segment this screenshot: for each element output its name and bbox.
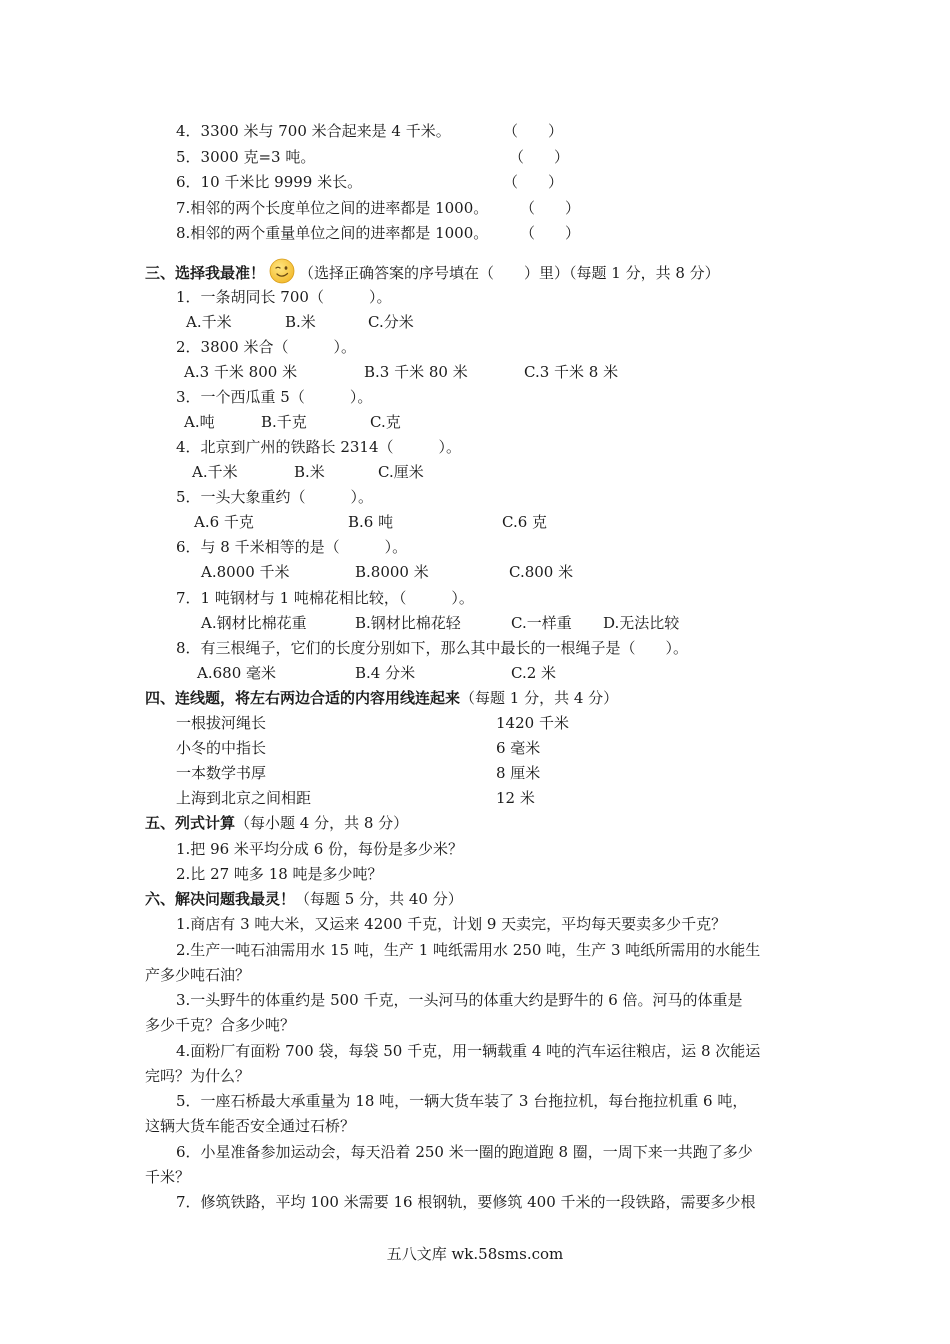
judge-item-4	[176, 121, 451, 141]
choice-option[interactable]: A.吨	[184, 413, 215, 431]
section-3-note: （选择正确答案的序号填在（ ）里）（每题 1 分，共 8 分）	[299, 264, 720, 282]
choice-option[interactable]: A.千米	[192, 463, 238, 481]
section-4-title: 四、连线题，将左右两边合适的内容用线连起来	[145, 689, 461, 707]
match-right-item[interactable]: 6 毫米	[496, 739, 541, 757]
section-3-heading	[145, 261, 720, 287]
choice-option[interactable]: C.2 米	[511, 664, 557, 682]
choice-question-3: 3．一个西瓜重 5（ ）。	[176, 388, 373, 406]
choice-question-2: 2．3800 米合（ ）。	[176, 338, 356, 356]
problem-line: 3.一头野牛的体重约是 500 千克，一头河马的体重大约是野牛的 6 倍。河马的体重是	[176, 991, 743, 1009]
choice-option[interactable]: B.3 千米 80 米	[364, 363, 468, 381]
judge-paren-7[interactable]: （ ）	[520, 199, 581, 217]
judge-paren-4[interactable]: （ ）	[503, 122, 564, 140]
judge-text: 8.相邻的两个重量单位之间的进率都是 1000。	[176, 224, 489, 242]
choice-option[interactable]: A.千米	[186, 313, 232, 331]
problem-line: 产多少吨石油？	[145, 966, 251, 984]
choice-question-4: 4．北京到广州的铁路长 2314（ ）。	[176, 438, 461, 456]
judge-item-7	[176, 198, 488, 218]
page-footer: 五八文库 wk.58sms.com	[386, 1245, 564, 1263]
choice-option[interactable]: B.4 分米	[355, 664, 416, 682]
judge-text: 5．3000 克=3 吨。	[176, 148, 316, 166]
choice-question-8: 8．有三根绳子，它们的长度分别如下，那么其中最长的一根绳子是（ ）。	[176, 639, 689, 657]
choice-question-5: 5．一头大象重约（ ）。	[176, 488, 374, 506]
calc-item-1: 1.把 96 米平均分成 6 份，每份是多少米？	[176, 840, 464, 858]
judge-paren-5[interactable]: （ ）	[509, 148, 570, 166]
choice-option[interactable]: B.钢材比棉花轻	[355, 614, 461, 632]
match-right-item[interactable]: 12 米	[496, 789, 535, 807]
choice-option[interactable]: A.680 毫米	[197, 664, 276, 682]
section-4-heading	[145, 688, 618, 708]
judge-item-8	[176, 223, 488, 243]
problem-line: 这辆大货车能否安全通过石桥？	[145, 1117, 356, 1135]
judge-paren-8[interactable]: （ ）	[520, 224, 581, 242]
problem-line: 7．修筑铁路，平均 100 米需要 16 根钢轨，要修筑 400 千米的一段铁路，需要多少根	[176, 1193, 756, 1211]
section-6-note: （每题 5 分，共 40 分）	[295, 890, 463, 908]
section-5-heading	[145, 813, 408, 833]
choice-option[interactable]: C.3 千米 8 米	[524, 363, 619, 381]
problem-line: 5．一座石桥最大承重量为 18 吨，一辆大货车装了 3 台拖拉机，每台拖拉机重 6 吨，	[176, 1092, 748, 1110]
judge-item-5	[176, 147, 315, 167]
judge-text: 4．3300 米与 700 米合起来是 4 千米。	[176, 122, 451, 140]
section-6-heading	[145, 889, 463, 909]
choice-option[interactable]: D.无法比较	[603, 614, 680, 632]
section-6-title: 六、解决问题我最灵！	[145, 890, 296, 908]
choice-option[interactable]: B.米	[294, 463, 325, 481]
problem-line: 1.商店有 3 吨大米，又运来 4200 千克，计划 9 天卖完，平均每天要卖多少千克？	[176, 915, 727, 933]
match-left-item[interactable]: 上海到北京之间相距	[176, 789, 312, 807]
choice-option[interactable]: B.千克	[261, 413, 307, 431]
problem-line: 2.生产一吨石油需用水 15 吨，生产 1 吨纸需用水 250 吨，生产 3 吨纸所需用的水能生	[176, 941, 761, 959]
choice-option[interactable]: C.6 克	[502, 513, 548, 531]
match-right-item[interactable]: 1420 千米	[496, 714, 569, 732]
choice-question-7: 7．1 吨钢材与 1 吨棉花相比较，（ ）。	[176, 589, 474, 607]
choice-option[interactable]: B.米	[285, 313, 316, 331]
choice-option[interactable]: A.8000 千米	[201, 563, 290, 581]
choice-option[interactable]: A.6 千克	[194, 513, 254, 531]
winking-face-icon	[269, 258, 295, 284]
choice-option[interactable]: B.8000 米	[355, 563, 429, 581]
match-left-item[interactable]: 小冬的中指长	[176, 739, 267, 757]
choice-option[interactable]: C.克	[370, 413, 401, 431]
match-right-item[interactable]: 8 厘米	[496, 764, 541, 782]
section-5-title: 五、列式计算	[145, 814, 236, 832]
choice-option[interactable]: C.一样重	[511, 614, 572, 632]
problem-line: 多少千克？合多少吨？	[145, 1016, 296, 1034]
choice-option[interactable]: C.分米	[368, 313, 414, 331]
section-4-note: （每题 1 分，共 4 分）	[460, 689, 619, 707]
judge-text: 6．10 千米比 9999 米长。	[176, 173, 363, 191]
choice-option[interactable]: C.厘米	[378, 463, 424, 481]
choice-question-6: 6．与 8 千米相等的是（ ）。	[176, 538, 408, 556]
problem-line: 6．小星准备参加运动会，每天沿着 250 米一圈的跑道跑 8 圈，一周下来一共跑了多少	[176, 1143, 753, 1161]
choice-option[interactable]: A.3 千米 800 米	[184, 363, 298, 381]
choice-question-1: 1．一条胡同长 700（ ）。	[176, 288, 392, 306]
section-5-note: （每小题 4 分，共 8 分）	[235, 814, 409, 832]
judge-paren-6[interactable]: （ ）	[503, 173, 564, 191]
calc-item-2: 2.比 27 吨多 18 吨是多少吨？	[176, 865, 383, 883]
problem-line: 千米？	[145, 1168, 191, 1186]
choice-option[interactable]: A.钢材比棉花重	[201, 614, 307, 632]
match-left-item[interactable]: 一根拔河绳长	[176, 714, 267, 732]
choice-option[interactable]: B.6 吨	[348, 513, 394, 531]
problem-line: 4.面粉厂有面粉 700 袋，每袋 50 千克，用一辆载重 4 吨的汽车运往粮店，运 8 次能运	[176, 1042, 761, 1060]
match-left-item[interactable]: 一本数学书厚	[176, 764, 267, 782]
problem-line: 完吗？为什么？	[145, 1067, 251, 1085]
choice-option[interactable]: C.800 米	[509, 563, 574, 581]
judge-item-6	[176, 172, 362, 192]
section-3-title: 三、选择我最准！	[145, 264, 266, 282]
judge-text: 7.相邻的两个长度单位之间的进率都是 1000。	[176, 199, 489, 217]
